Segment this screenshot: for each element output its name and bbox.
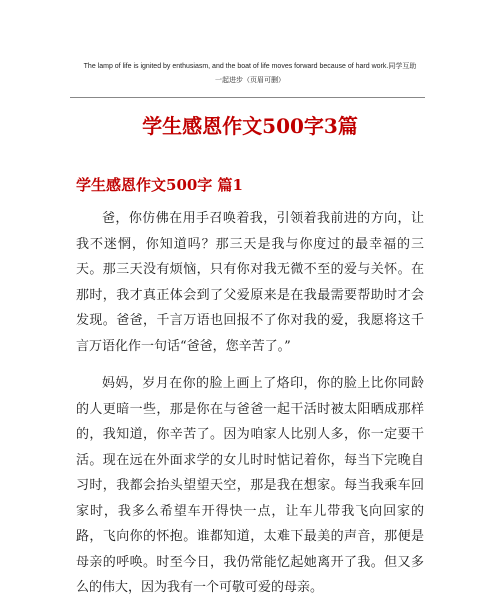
body-text [76, 206, 424, 613]
section-heading: 学生感恩作文500字 篇1 [76, 176, 243, 194]
header-line-1: The lamp of life is ignited by enthusiasm, and the boat of life moves forward because of hard work.同学互助 [83, 63, 417, 70]
paragraph: 爸，你仿佛在用手召唤着我，引领着我前进的方向，让我不迷惘，你知道吗？那三天是我与你度过的最幸福的三天。那三天没有烦恼，只有你对我无微不至的爱与关怀。在那时，我才真正体会到了父爱原来是在我最需要帮助时才会发现。爸爸，千言万语也回报不了你对我的爱，我愿将这千言万语化作一句话“爸爸，您辛苦了。” [76, 211, 424, 354]
page-header [60, 60, 440, 88]
document-title: 学生感恩作文500字3篇 [142, 114, 358, 138]
header-divider [70, 97, 425, 98]
header-line-2: 一起进步（页眉可删） [215, 77, 285, 84]
paragraph: 妈妈，岁月在你的脸上画上了烙印，你的脸上比你同龄的人更暗一些，那是你在与爸爸一起干活时被太阳晒成那样的，我知道，你辛苦了。因为咱家人比别人多，你一定要干活。现在远在外面求学的女儿时时惦记着你，每当下完晚自习时，我都会抬头望望天空，那是我在想家。每当我乘车回家时，我多么希望车开得快一点，让车儿带我飞向回家的路，飞向你的怀抱。谁都知道，太难下最美的声音，那便是母亲的呼唤。时至今日，我仍常能忆起她离开了我。但又多么的伟大，因为我有一个可敬可爱的母亲。 [76, 376, 424, 595]
